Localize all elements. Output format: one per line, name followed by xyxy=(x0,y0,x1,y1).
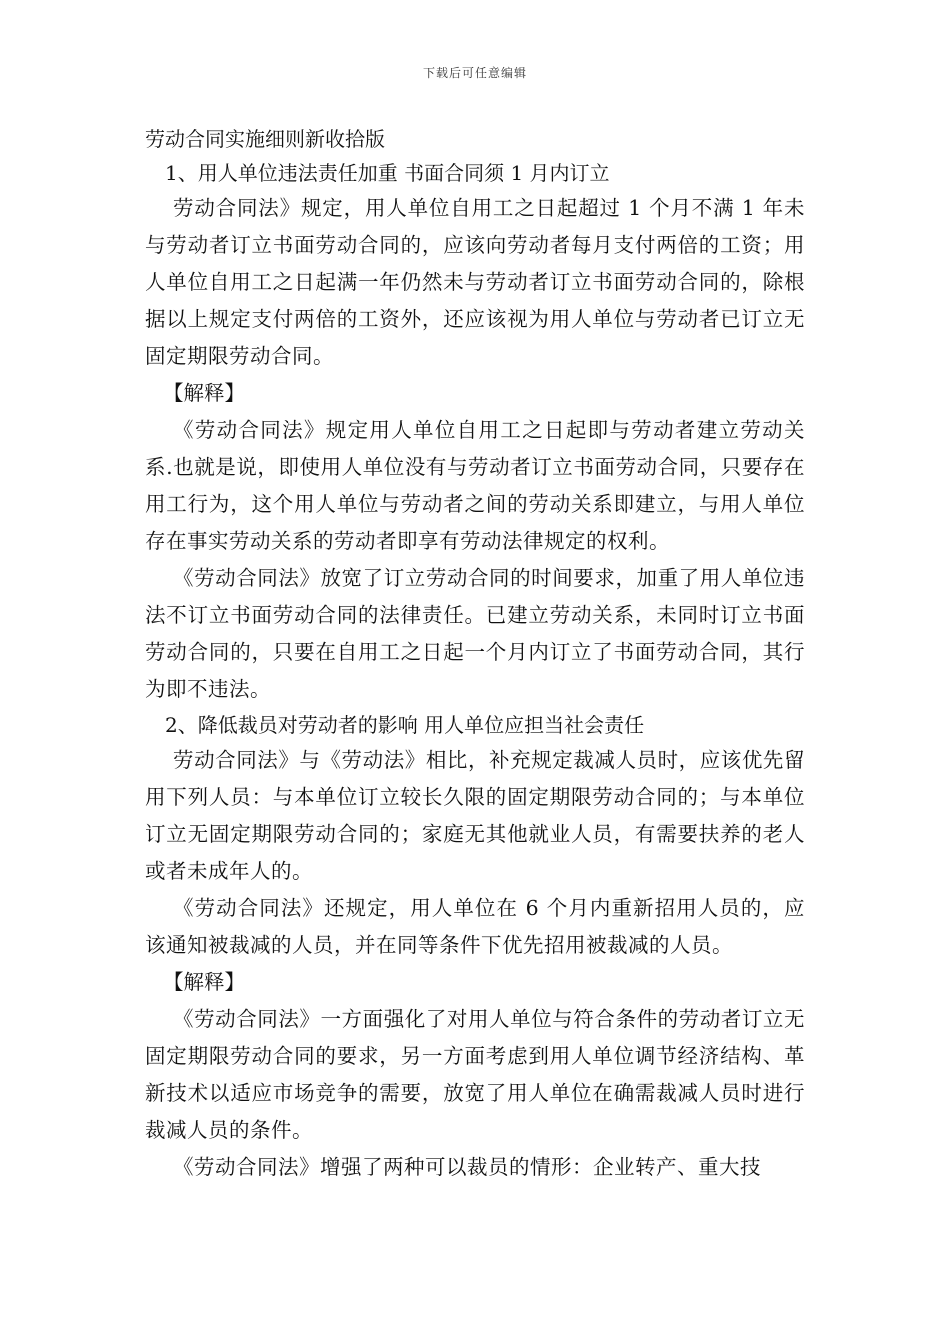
section-2-explain-label: 【解释】 xyxy=(163,970,245,994)
section-2-heading: 2、降低裁员对劳动者的影响 用人单位应担当社会责任 xyxy=(165,713,645,737)
document-body xyxy=(145,122,805,1186)
section-1-paragraph-1: 劳动合同法》规定，用人单位自用工之日起超过 1 个月不满 1 年未与劳动者订立书面劳动合同的，应该向劳动者每月支付两倍的工资；用人单位自用工之日起满一年仍然未与劳动者订立书面劳动合同的，除根据以上规定支付两倍的工资外，还应该视为用人单位与劳动者已订立无固定期限劳动合同。 xyxy=(145,196,805,368)
section-1-heading: 1、用人单位违法责任加重 书面合同须 1 月内订立 xyxy=(165,161,610,185)
section-2-explain-paragraph-2: 《劳动合同法》增强了两种可以裁员的情形：企业转产、重大技 xyxy=(173,1155,761,1179)
section-1-explain-label: 【解释】 xyxy=(163,381,245,405)
section-1-explain-paragraph-2: 《劳动合同法》放宽了订立劳动合同的时间要求，加重了用人单位违法不订立书面劳动合同的法律责任。已建立劳动关系，未同时订立书面劳动合同的，只要在自用工之日起一个月内订立了书面劳动合同，其行为即不违法。 xyxy=(145,566,805,701)
section-2-paragraph-1: 劳动合同法》与《劳动法》相比，补充规定裁减人员时，应该优先留用下列人员：与本单位订立较长久限的固定期限劳动合同的；与本单位订立无固定期限劳动合同的；家庭无其他就业人员，有需要扶养的老人或者未成年人的。 xyxy=(145,748,805,883)
section-1-explain-paragraph-1: 《劳动合同法》规定用人单位自用工之日起即与劳动者建立劳动关系.也就是说，即使用人单位没有与劳动者订立书面劳动合同，只要存在用工行为，这个用人单位与劳动者之间的劳动关系即建立，与用人单位存在事实劳动关系的劳动者即享有劳动法律规定的权利。 xyxy=(145,418,805,553)
page-header: 下载后可任意编辑 xyxy=(422,66,527,80)
document-title: 劳动合同实施细则新收拾版 xyxy=(145,127,385,151)
section-2-explain-paragraph-1: 《劳动合同法》一方面强化了对用人单位与符合条件的劳动者订立无固定期限劳动合同的要求，另一方面考虑到用人单位调节经济结构、革新技术以适应市场竞争的需要，放宽了用人单位在确需裁减人员时进行裁减人员的条件。 xyxy=(145,1007,805,1142)
section-2-paragraph-2: 《劳动合同法》还规定，用人单位在 6 个月内重新招用人员的，应该通知被裁减的人员，并在同等条件下优先招用被裁减的人员。 xyxy=(145,896,805,957)
